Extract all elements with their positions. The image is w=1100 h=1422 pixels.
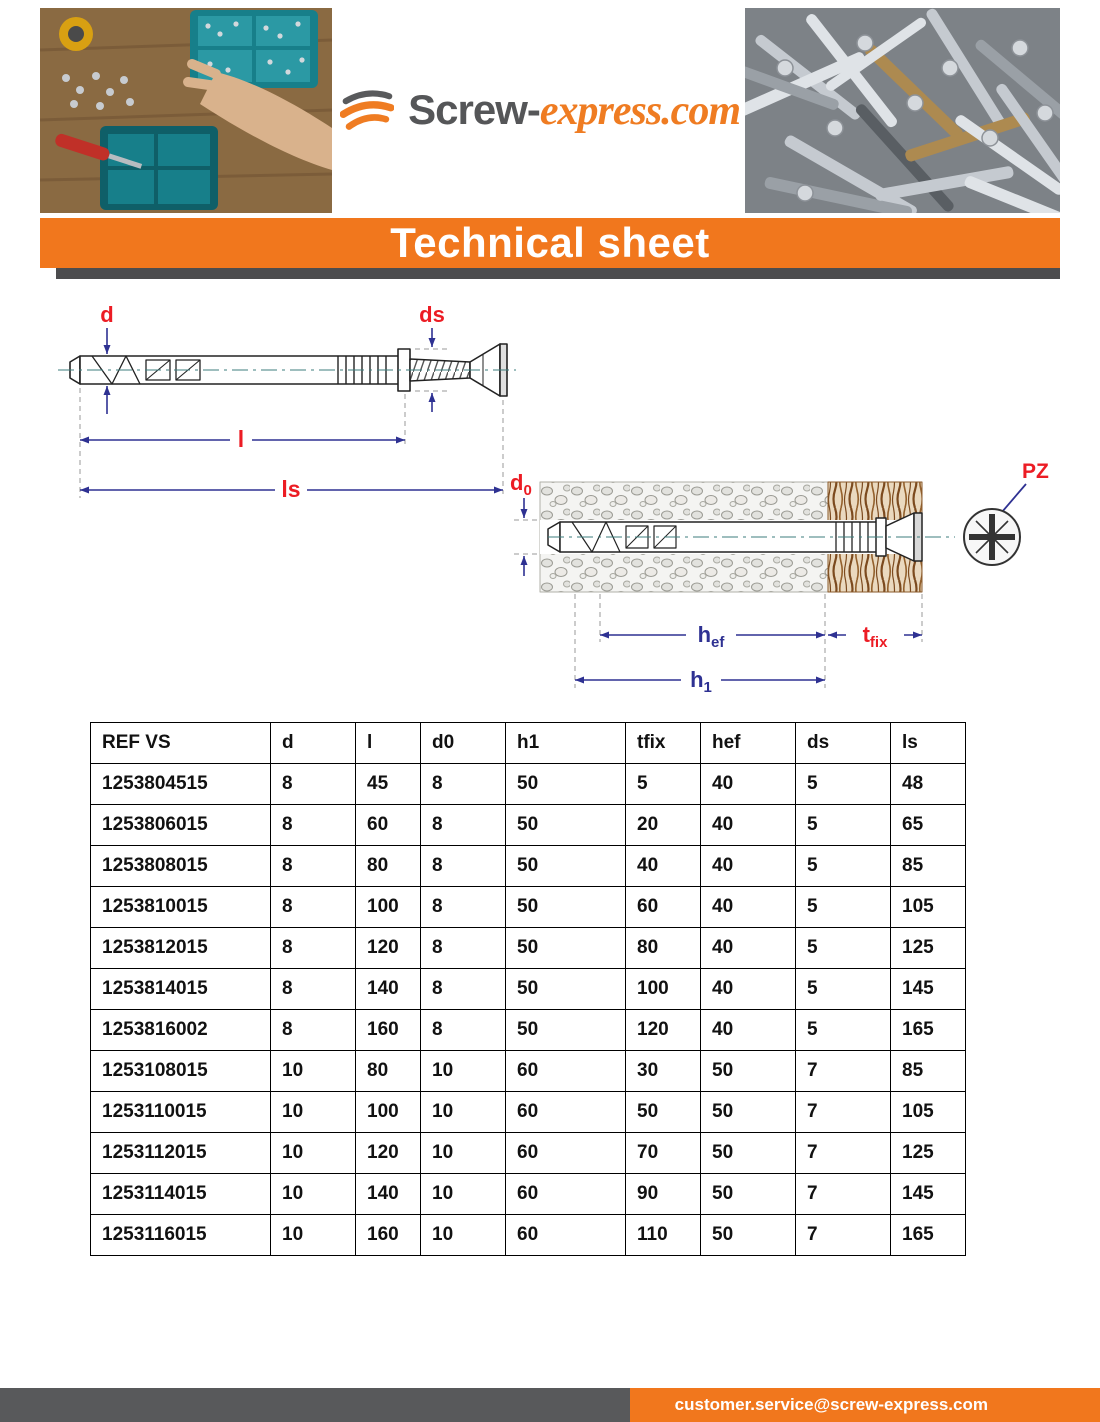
table-cell: 8 bbox=[421, 764, 506, 805]
table-cell: 8 bbox=[421, 969, 506, 1010]
table-cell: 7 bbox=[796, 1133, 891, 1174]
banner-shadow bbox=[56, 268, 1060, 279]
spec-table-header-row bbox=[91, 723, 966, 764]
table-cell: 165 bbox=[891, 1010, 966, 1051]
table-cell: 100 bbox=[356, 887, 421, 928]
pozidriv-head-view bbox=[964, 460, 1049, 565]
wall-cross-section bbox=[540, 482, 955, 592]
table-cell: 8 bbox=[271, 928, 356, 969]
table-cell: 60 bbox=[356, 805, 421, 846]
table-cell: 5 bbox=[796, 969, 891, 1010]
table-cell: 5 bbox=[796, 805, 891, 846]
screws-pile-art bbox=[745, 8, 1060, 213]
table-cell: 80 bbox=[356, 1051, 421, 1092]
table-cell: 60 bbox=[506, 1092, 626, 1133]
page-header bbox=[40, 8, 1060, 213]
page-title: Technical sheet bbox=[390, 219, 710, 266]
table-cell: 50 bbox=[506, 928, 626, 969]
column-header-d0: d0 bbox=[421, 723, 506, 764]
table-cell: 8 bbox=[421, 1010, 506, 1051]
table-cell: 60 bbox=[506, 1051, 626, 1092]
table-cell: 8 bbox=[421, 887, 506, 928]
table-cell: 20 bbox=[626, 805, 701, 846]
table-cell: 50 bbox=[701, 1215, 796, 1256]
table-cell: 1253814015 bbox=[91, 969, 271, 1010]
footer-contact-bar bbox=[630, 1388, 1100, 1422]
table-cell: 80 bbox=[626, 928, 701, 969]
table-cell: 8 bbox=[271, 805, 356, 846]
column-header-ref-vs: REF VS bbox=[91, 723, 271, 764]
table-cell: 8 bbox=[421, 805, 506, 846]
dim-label-ls: ls bbox=[281, 476, 301, 502]
table-cell: 40 bbox=[701, 887, 796, 928]
dim-label-d0: $d_0$ bbox=[510, 470, 532, 499]
anchor-side-view bbox=[58, 344, 516, 396]
table-cell: 100 bbox=[356, 1092, 421, 1133]
table-row bbox=[91, 1092, 966, 1133]
dim-label-hef: $h_{ef}$ bbox=[697, 622, 725, 651]
brand-name bbox=[408, 86, 740, 134]
table-cell: 40 bbox=[701, 805, 796, 846]
dim-label-l: l bbox=[237, 426, 245, 452]
column-header-ls: ls bbox=[891, 723, 966, 764]
table-cell: 1253114015 bbox=[91, 1174, 271, 1215]
table-cell: 1253110015 bbox=[91, 1092, 271, 1133]
table-cell: 1253804515 bbox=[91, 764, 271, 805]
table-cell: 1253112015 bbox=[91, 1133, 271, 1174]
table-cell: 100 bbox=[626, 969, 701, 1010]
table-cell: 125 bbox=[891, 1133, 966, 1174]
column-header-hef: hef bbox=[701, 723, 796, 764]
table-cell: 10 bbox=[421, 1051, 506, 1092]
table-cell: 70 bbox=[626, 1133, 701, 1174]
table-row bbox=[91, 969, 966, 1010]
technical-diagram bbox=[0, 292, 1100, 712]
table-row bbox=[91, 928, 966, 969]
table-cell: 10 bbox=[421, 1215, 506, 1256]
table-cell: 40 bbox=[701, 846, 796, 887]
spec-table bbox=[90, 722, 966, 1256]
dimension-l bbox=[80, 388, 405, 498]
column-header-ds: ds bbox=[796, 723, 891, 764]
table-cell: 120 bbox=[356, 1133, 421, 1174]
screw-swoosh-icon bbox=[340, 82, 394, 140]
table-cell: 160 bbox=[356, 1215, 421, 1256]
table-cell: 120 bbox=[626, 1010, 701, 1051]
table-cell: 30 bbox=[626, 1051, 701, 1092]
dim-label-d: d bbox=[100, 302, 114, 327]
table-cell: 8 bbox=[271, 764, 356, 805]
table-cell: 8 bbox=[271, 846, 356, 887]
table-cell: 140 bbox=[356, 969, 421, 1010]
dim-label-tfix: $t_{fix}$ bbox=[862, 622, 888, 651]
table-cell: 1253108015 bbox=[91, 1051, 271, 1092]
table-row bbox=[91, 1174, 966, 1215]
dim-label-h1: $h_1$ bbox=[690, 667, 712, 696]
table-cell: 90 bbox=[626, 1174, 701, 1215]
table-cell: 50 bbox=[701, 1092, 796, 1133]
table-row bbox=[91, 1010, 966, 1051]
table-cell: 1253810015 bbox=[91, 887, 271, 928]
brand-logo bbox=[340, 8, 740, 213]
table-cell: 145 bbox=[891, 1174, 966, 1215]
dimension-ls bbox=[80, 400, 503, 502]
table-row bbox=[91, 1133, 966, 1174]
table-row bbox=[91, 887, 966, 928]
table-cell: 7 bbox=[796, 1051, 891, 1092]
column-header-h1: h1 bbox=[506, 723, 626, 764]
table-cell: 8 bbox=[421, 846, 506, 887]
table-cell: 85 bbox=[891, 846, 966, 887]
table-cell: 5 bbox=[796, 887, 891, 928]
spec-table-section bbox=[90, 722, 966, 1256]
table-cell: 160 bbox=[356, 1010, 421, 1051]
table-cell: 110 bbox=[626, 1215, 701, 1256]
table-cell: 1253116015 bbox=[91, 1215, 271, 1256]
table-cell: 10 bbox=[271, 1133, 356, 1174]
table-cell: 50 bbox=[506, 805, 626, 846]
table-cell: 40 bbox=[701, 1010, 796, 1051]
table-cell: 7 bbox=[796, 1215, 891, 1256]
table-cell: 45 bbox=[356, 764, 421, 805]
technical-sheet-banner bbox=[40, 218, 1060, 268]
technical-diagram-svg bbox=[0, 292, 1100, 712]
customer-service-email[interactable]: customer.service@screw-express.com bbox=[674, 1395, 988, 1414]
table-cell: 5 bbox=[796, 846, 891, 887]
table-cell: 50 bbox=[506, 887, 626, 928]
table-cell: 50 bbox=[506, 846, 626, 887]
table-cell: 50 bbox=[506, 1010, 626, 1051]
table-row bbox=[91, 1051, 966, 1092]
dim-label-ds: ds bbox=[419, 302, 445, 327]
spec-table-body bbox=[91, 764, 966, 1256]
table-cell: 40 bbox=[701, 969, 796, 1010]
table-cell: 40 bbox=[701, 928, 796, 969]
table-cell: 10 bbox=[271, 1215, 356, 1256]
table-cell: 1253812015 bbox=[91, 928, 271, 969]
table-cell: 5 bbox=[626, 764, 701, 805]
table-cell: 50 bbox=[506, 764, 626, 805]
table-cell: 8 bbox=[271, 969, 356, 1010]
table-cell: 120 bbox=[356, 928, 421, 969]
table-cell: 5 bbox=[796, 928, 891, 969]
table-cell: 140 bbox=[356, 1174, 421, 1215]
table-cell: 1253816002 bbox=[91, 1010, 271, 1051]
page-footer bbox=[0, 1388, 1100, 1422]
dimension-ds bbox=[415, 302, 450, 412]
brand-name-primary: Screw- bbox=[408, 86, 540, 133]
table-cell: 50 bbox=[701, 1133, 796, 1174]
table-cell: 5 bbox=[796, 1010, 891, 1051]
column-header-d: d bbox=[271, 723, 356, 764]
table-cell: 10 bbox=[421, 1174, 506, 1215]
column-header-l: l bbox=[356, 723, 421, 764]
brand-name-secondary: express.com bbox=[539, 88, 740, 134]
table-cell: 80 bbox=[356, 846, 421, 887]
table-cell: 48 bbox=[891, 764, 966, 805]
table-cell: 50 bbox=[701, 1051, 796, 1092]
dim-label-pz: PZ bbox=[1022, 460, 1049, 483]
table-cell: 1253806015 bbox=[91, 805, 271, 846]
table-cell: 50 bbox=[506, 969, 626, 1010]
table-cell: 60 bbox=[506, 1215, 626, 1256]
spec-table-head bbox=[91, 723, 966, 764]
table-cell: 7 bbox=[796, 1092, 891, 1133]
table-cell: 40 bbox=[701, 764, 796, 805]
table-cell: 40 bbox=[626, 846, 701, 887]
table-cell: 7 bbox=[796, 1174, 891, 1215]
table-cell: 105 bbox=[891, 1092, 966, 1133]
table-cell: 10 bbox=[421, 1092, 506, 1133]
table-row bbox=[91, 805, 966, 846]
table-cell: 10 bbox=[421, 1133, 506, 1174]
workbench-photo-art bbox=[40, 8, 332, 213]
table-cell: 60 bbox=[506, 1133, 626, 1174]
table-cell: 10 bbox=[271, 1051, 356, 1092]
screws-pile-photo bbox=[745, 8, 1060, 213]
table-cell: 8 bbox=[271, 887, 356, 928]
table-cell: 125 bbox=[891, 928, 966, 969]
table-cell: 60 bbox=[626, 887, 701, 928]
table-cell: 50 bbox=[701, 1174, 796, 1215]
column-header-tfix: tfix bbox=[626, 723, 701, 764]
table-row bbox=[91, 764, 966, 805]
table-cell: 8 bbox=[271, 1010, 356, 1051]
table-row bbox=[91, 846, 966, 887]
table-cell: 5 bbox=[796, 764, 891, 805]
table-cell: 105 bbox=[891, 887, 966, 928]
table-cell: 10 bbox=[271, 1092, 356, 1133]
table-cell: 10 bbox=[271, 1174, 356, 1215]
table-cell: 1253808015 bbox=[91, 846, 271, 887]
table-row bbox=[91, 1215, 966, 1256]
table-cell: 85 bbox=[891, 1051, 966, 1092]
dimension-tfix bbox=[828, 594, 922, 651]
table-cell: 165 bbox=[891, 1215, 966, 1256]
table-cell: 8 bbox=[421, 928, 506, 969]
table-cell: 50 bbox=[626, 1092, 701, 1133]
table-cell: 145 bbox=[891, 969, 966, 1010]
workbench-photo bbox=[40, 8, 332, 213]
table-cell: 60 bbox=[506, 1174, 626, 1215]
table-cell: 65 bbox=[891, 805, 966, 846]
